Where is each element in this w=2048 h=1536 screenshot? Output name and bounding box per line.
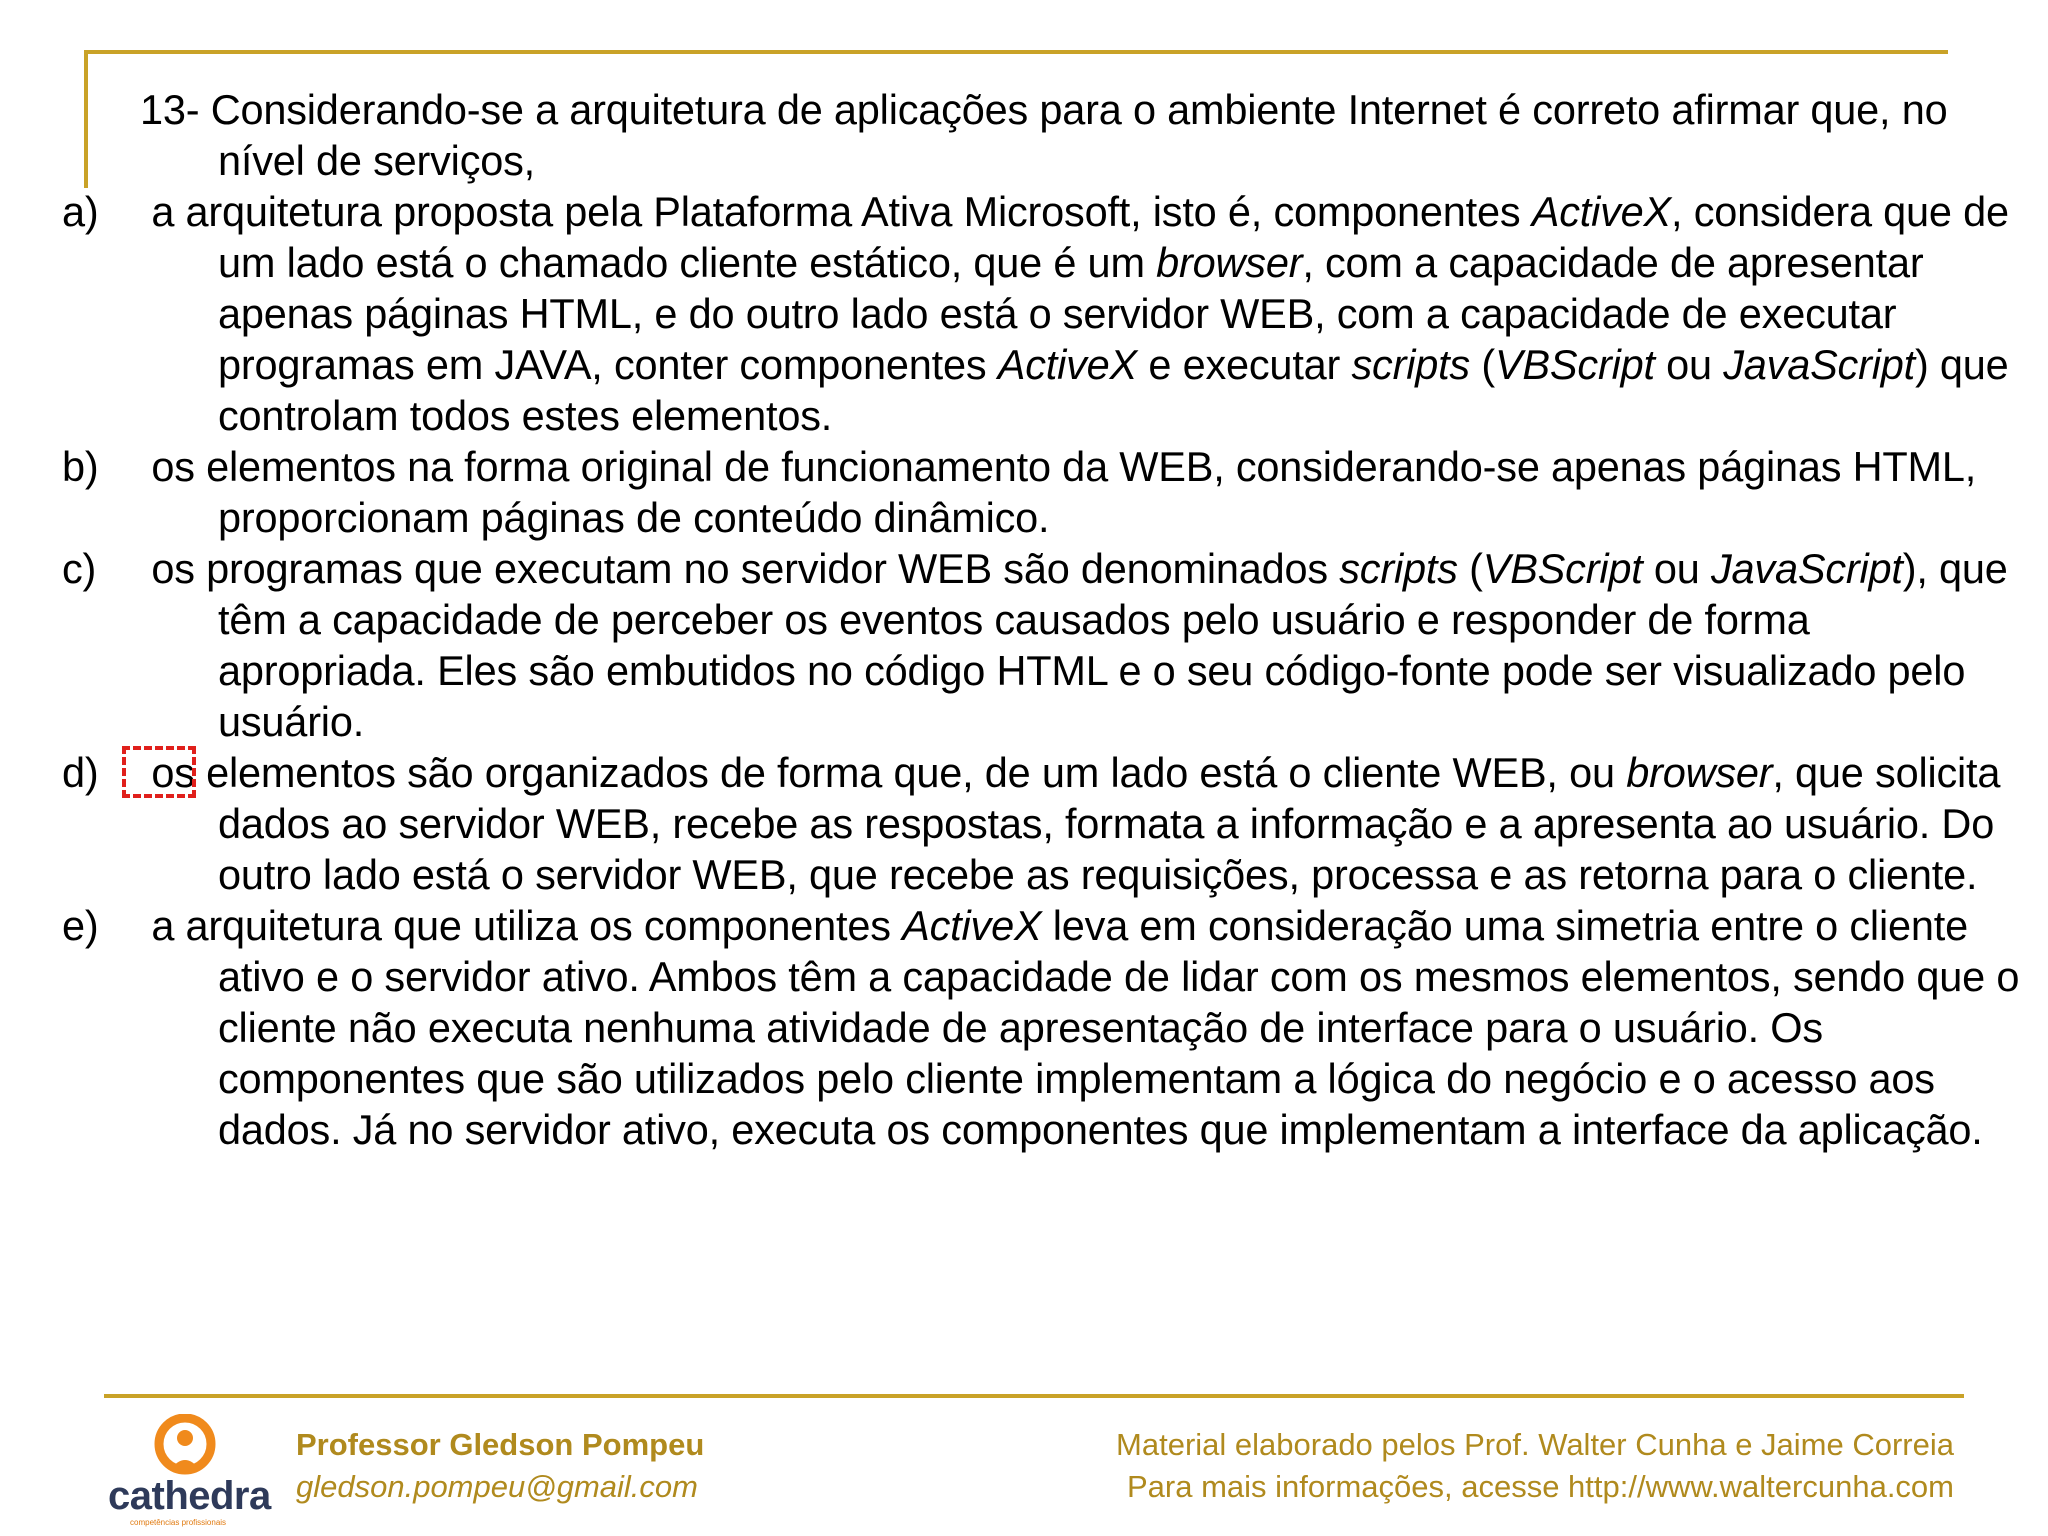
info-line: Para mais informações, acesse http://www.waltercunha.com — [1126, 1469, 1954, 1504]
italic-term: scripts — [1339, 545, 1458, 592]
professor-name: Professor Gledson Pompeu — [296, 1427, 705, 1462]
italic-term: ActiveX — [902, 902, 1042, 949]
option-e: e) a arquitetura que utiliza os componentes ActiveX leva em consideração uma simetria entre o cliente ativo e o servidor ativo. Ambos têm a capacidade de lidar com os mesmos elementos, sendo que o cliente não executa nenhuma atividade de apresentação de interface para o usuário. Os componentes que são utilizados pelo cliente implementam a lógica do negócio e o acesso aos dados. Já no servidor ativo, executa os componentes que implementam a interface da aplicação. — [62, 902, 2031, 1153]
italic-term: JavaScript — [1710, 545, 1903, 592]
footer-professor — [296, 1424, 704, 1508]
left-rule — [84, 50, 88, 188]
options-list — [62, 186, 2031, 1155]
option-text: a arquitetura que utiliza os componentes — [140, 902, 903, 949]
option-text: , que solicita dados ao servidor WEB, recebe as respostas, formata a informação e a apresenta ao usuário. Do outro lado está o servidor WEB, que recebe as requisições, processa e as retorna para o cliente. — [218, 749, 2012, 898]
option-text: , com a capacidade de apresentar apenas páginas HTML, e do outro lado está o servidor WEB, com a capacidade de executar programas em JAVA, conter componentes — [218, 239, 1935, 388]
option-text: e executar — [1137, 341, 1352, 388]
italic-term: ActiveX — [1531, 188, 1672, 235]
cathedra-logo — [108, 1414, 271, 1527]
option-text: ), que têm a capacidade de perceber os eventos causados pelo usuário e responder de forma apropriada. Eles são embutidos no código HTML e o seu código-fonte pode ser visualizado pelo usuário. — [218, 545, 2019, 745]
footer-credits — [1116, 1424, 1954, 1508]
option-text: ( — [1470, 341, 1495, 388]
option-text: ou — [1642, 545, 1711, 592]
italic-term: browser — [1626, 749, 1773, 796]
top-rule — [84, 50, 1948, 54]
option-text: ( — [1457, 545, 1483, 592]
italic-term: JavaScript — [1723, 341, 1915, 388]
option-text: leva em consideração uma simetria entre o cliente ativo e o servidor ativo. Ambos têm a capacidade de lidar com os mesmos elementos, sendo que o cliente não executa nenhuma atividade de apresentação de interface para o usuário. Os componentes que são utilizados pelo cliente implementam a lógica do negócio e o acesso aos dados. Já no servidor ativo, executa os componentes que implementam a interface da aplicação. — [218, 902, 2031, 1153]
question-stem: 13- Considerando-se a arquitetura de aplicações para o ambiente Internet é correto afirmar que, no nível de serviços, — [140, 86, 1959, 184]
option-a: a) a arquitetura proposta pela Plataforma Ativa Microsoft, isto é, componentes ActiveX, considera que de um lado está o chamado cliente estático, que é um browser, com a capacidade de apresentar apenas páginas HTML, e do outro lado está o servidor WEB, com a capacidade de executar programas em JAVA, conter componentes ActiveX e executar scripts (VBScript ou JavaScript) que controlam todos estes elementos. — [62, 188, 2021, 439]
option-d: d) os elementos são organizados de forma que, de um lado está o cliente WEB, ou browser, que solicita dados ao servidor WEB, recebe as respostas, formata a informação e a apresenta ao usuário. Do outro lado está o servidor WEB, que recebe as requisições, processa e as retorna para o cliente. — [140, 747, 2020, 900]
option-text: ou — [1654, 341, 1724, 388]
option-text: os elementos são organizados de forma que, de um lado está o cliente WEB, ou — [140, 749, 1627, 796]
option-b: b) os elementos na forma original de funcionamento da WEB, considerando-se apenas páginas HTML, proporcionam páginas de conteúdo dinâmico. — [62, 443, 1988, 541]
italic-term: VBScript — [1482, 545, 1643, 592]
option-text: os programas que executam no servidor WEB são denominados — [140, 545, 1340, 592]
logo-tagline: competências profissionais — [130, 1518, 227, 1527]
option-c: c) os programas que executam no servidor WEB são denominados scripts (VBScript ou JavaScript), que têm a capacidade de perceber os eventos causados pelo usuário e responder de forma apropriada. Eles são embutidos no código HTML e o seu código-fonte pode ser visualizado pelo usuário. — [62, 545, 2019, 745]
italic-term: browser — [1156, 239, 1303, 286]
option-text: , considera que de um lado está o chamado cliente estático, que é um — [218, 188, 2021, 286]
italic-term: ActiveX — [997, 341, 1138, 388]
option-text: os elementos na forma original de funcionamento da WEB, considerando-se apenas páginas HTML, proporcionam páginas de conteúdo dinâmico. — [140, 443, 1988, 541]
italic-term: scripts — [1351, 341, 1470, 388]
professor-email: gledson.pompeu@gmail.com — [296, 1469, 698, 1504]
italic-term: VBScript — [1494, 341, 1655, 388]
logo-wordmark: cathedra — [108, 1474, 271, 1518]
credit-line: Material elaborado pelos Prof. Walter Cunha e Jaime Correia — [1116, 1427, 1954, 1462]
person-circle-icon — [148, 1414, 222, 1480]
question-block — [62, 84, 2031, 1155]
option-text: ) que controlam todos estes elementos. — [218, 341, 2020, 439]
option-text: a arquitetura proposta pela Plataforma Ativa Microsoft, isto é, componentes — [140, 188, 1532, 235]
bottom-rule — [104, 1394, 1964, 1398]
